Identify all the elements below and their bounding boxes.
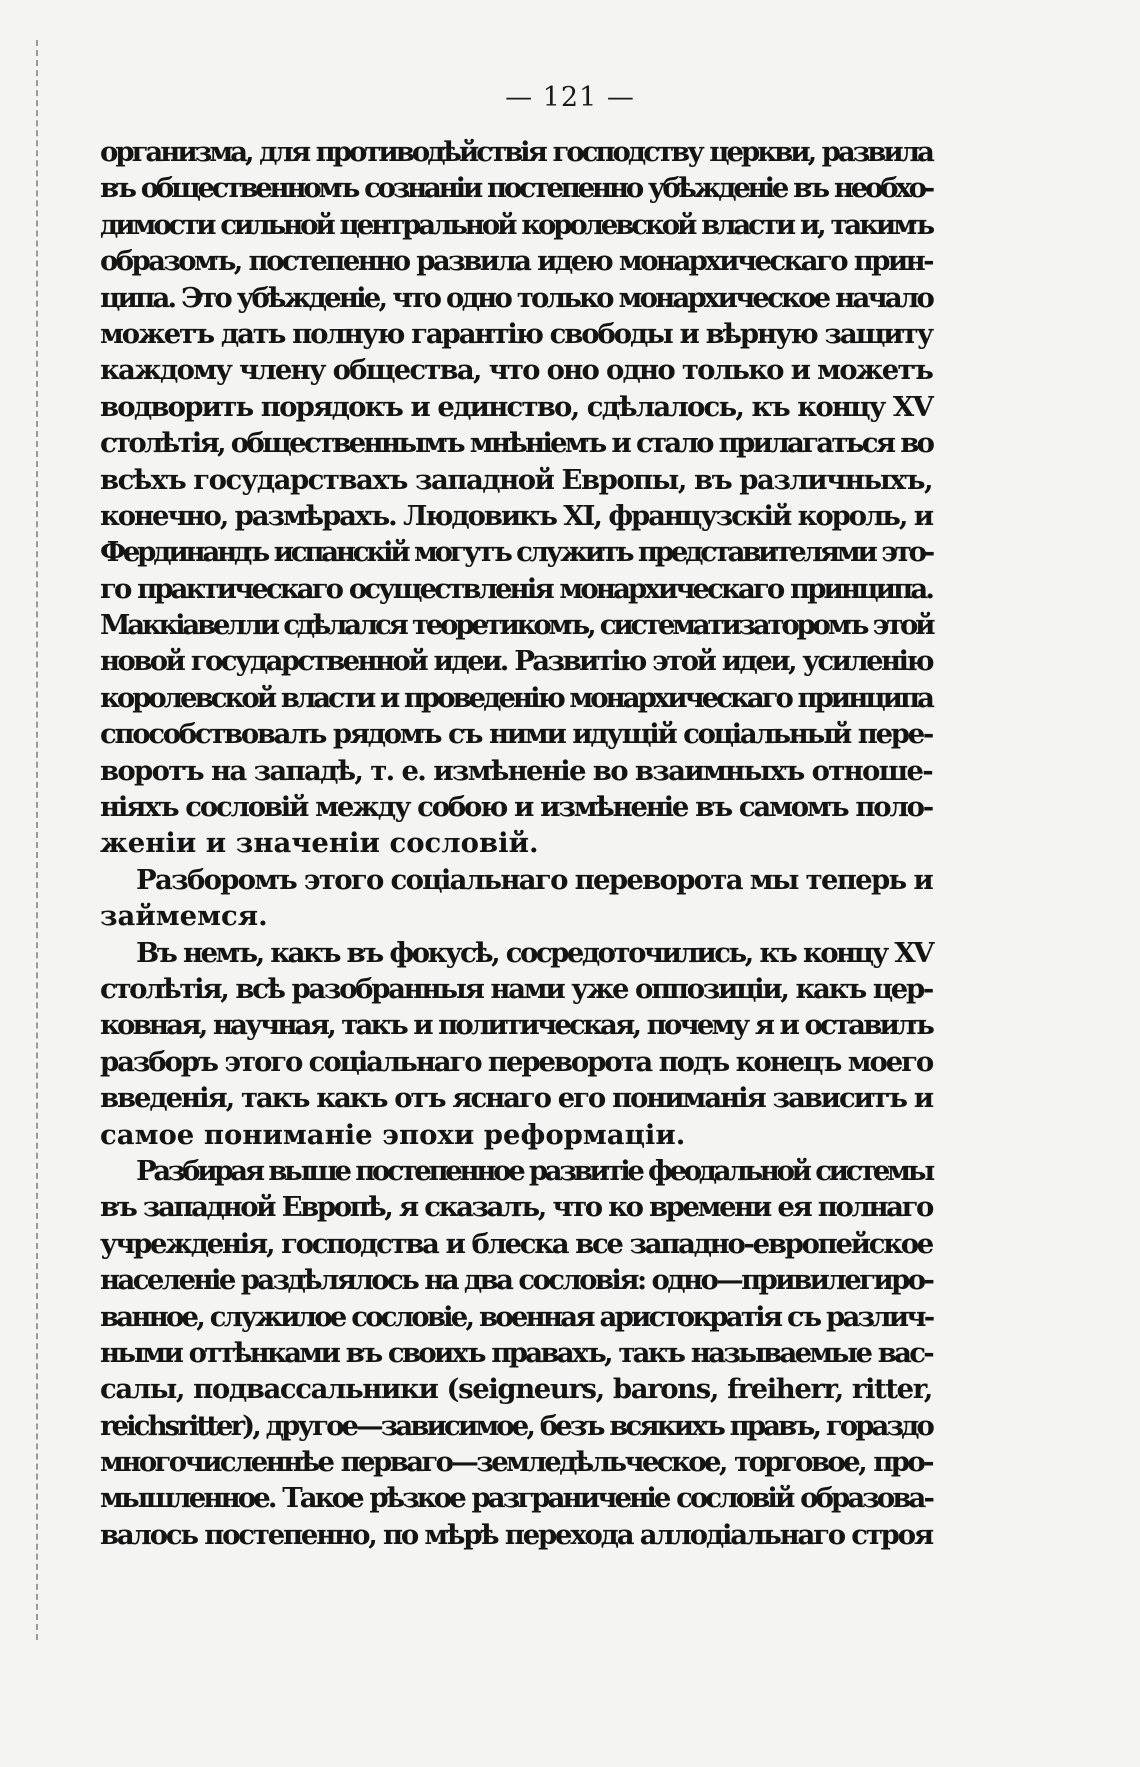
text-line: самое пониманіе эпохи реформаціи. bbox=[100, 1118, 686, 1151]
body-text bbox=[100, 134, 932, 1553]
text-line: Фердинандъ испанскій могутъ служить представителями это- bbox=[100, 536, 932, 569]
text-line: конечно, размѣрахъ. Людовикъ XI, французскій король, и bbox=[100, 499, 933, 532]
text-line: водворить порядокъ и единство, сдѣлалось, къ концу XV bbox=[100, 390, 932, 423]
text-line: столѣтія, общественнымъ мнѣніемъ и стало прилагаться во bbox=[100, 427, 933, 460]
scan-margin-line bbox=[36, 40, 38, 1640]
paragraph bbox=[100, 935, 932, 1153]
paragraph bbox=[100, 1153, 932, 1553]
paragraph bbox=[100, 134, 932, 862]
text-line: женіи и значеніи сословій. bbox=[100, 827, 539, 860]
text-line: въ западной Европѣ, я сказалъ, что ко времени ея полнаго bbox=[100, 1191, 932, 1224]
text-line: займемся. bbox=[100, 900, 268, 933]
text-line: Разбирая выше постепенное развитіе феодальной системы bbox=[136, 1154, 932, 1187]
text-line: способствовалъ рядомъ съ ними идущій соціальный пере- bbox=[100, 718, 932, 751]
text-line: ковная, научная, такъ и политическая, почему я и оставилъ bbox=[100, 1009, 932, 1042]
text-line: го практическаго осуществленія монархическаго принципа. bbox=[100, 572, 932, 605]
text-line: столѣтія, всѣ разобранныя нами уже оппозиціи, какъ цер- bbox=[100, 972, 932, 1005]
text-line: въ общественномъ сознаніи постепенно убѣжденіе въ необхо- bbox=[100, 172, 932, 205]
text-line: Въ немъ, какъ въ фокусѣ, сосредоточились, къ концу XV bbox=[136, 936, 932, 969]
text-line: салы, подвассальники (seigneurs, barons, freiherr, ritter, bbox=[100, 1373, 932, 1406]
text-line: ными оттѣнками въ своихъ правахъ, такъ называемые вас- bbox=[100, 1336, 932, 1369]
text-line: каждому члену общества, что оно одно только и можетъ bbox=[100, 354, 932, 387]
text-line: населеніе раздѣлялось на два сословія: одно—привилегиро- bbox=[100, 1264, 933, 1297]
text-line: Маккіавелли сдѣлался теоретикомъ, систематизаторомъ этой bbox=[100, 609, 933, 642]
text-line: reichsritter), другое—зависимое, безъ всякихъ правъ, гораздо bbox=[100, 1409, 932, 1442]
text-line: Разборомъ этого соціальнаго переворота мы теперь и bbox=[136, 863, 933, 896]
text-line: образомъ, постепенно развила идею монархическаго прин- bbox=[100, 245, 932, 278]
text-line: мышленное. Такое рѣзкое разграниченіе сословій образова- bbox=[100, 1482, 932, 1515]
text-line: королевской власти и проведенію монархическаго принципа bbox=[100, 681, 932, 714]
text-line: многочисленнѣе перваго—земледѣльческое, торговое, про- bbox=[100, 1446, 932, 1479]
text-line: учрежденія, господства и блеска все западно-европейское bbox=[100, 1227, 932, 1260]
text-line: можетъ дать полную гарантію свободы и вѣрную защиту bbox=[100, 317, 932, 350]
text-line: валось постепенно, по мѣрѣ перехода аллодіальнаго строя bbox=[100, 1518, 932, 1551]
text-line: ніяхъ сословій между собою и измѣненіе въ самомъ поло- bbox=[100, 791, 932, 824]
text-line: димости сильной центральной королевской власти и, такимъ bbox=[100, 208, 932, 241]
text-line: введенія, такъ какъ отъ яснаго его пониманія зависитъ и bbox=[100, 1082, 932, 1115]
page-number: — 121 — bbox=[505, 82, 635, 113]
text-line: ципа. Это убѣжденіе, что одно только монархическое начало bbox=[100, 281, 932, 314]
text-line: ванное, служилое сословіе, военная аристократія съ различ- bbox=[100, 1300, 933, 1333]
text-line: всѣхъ государствахъ западной Европы, въ различныхъ, bbox=[100, 463, 933, 496]
text-line: новой государственной идеи. Развитію этой идеи, усиленію bbox=[100, 645, 932, 678]
paragraph bbox=[100, 862, 932, 935]
text-line: разборъ этого соціальнаго переворота подъ конецъ моего bbox=[100, 1045, 933, 1078]
text-line: воротъ на западѣ, т. е. измѣненіе во взаимныхъ отноше- bbox=[100, 754, 932, 787]
text-line: организма, для противодѣйствія господству церкви, развила bbox=[100, 136, 932, 168]
